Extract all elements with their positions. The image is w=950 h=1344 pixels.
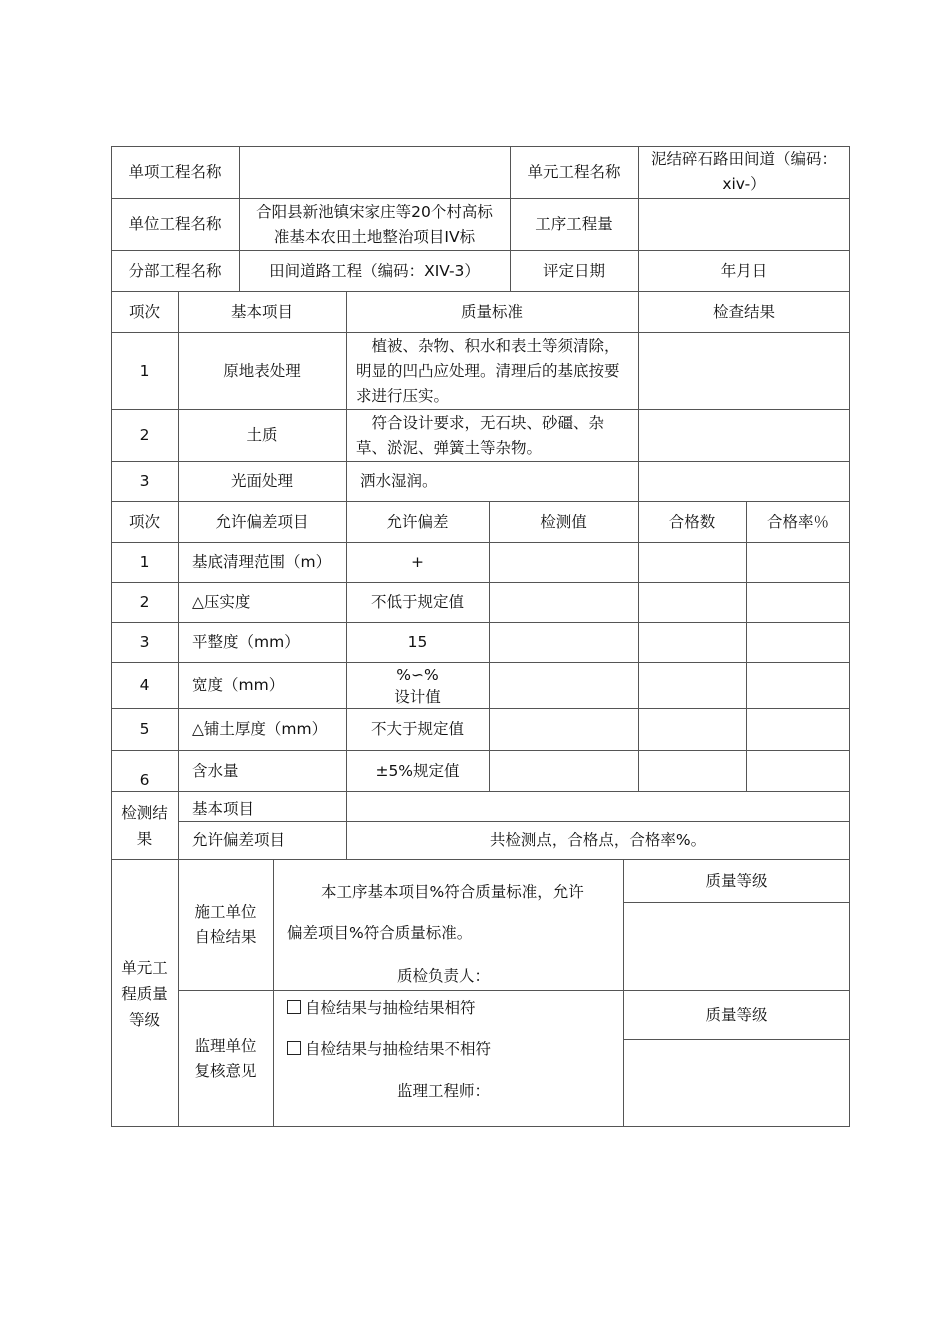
- single-project-value[interactable]: [239, 146, 510, 198]
- tolerance-row-pass-rate[interactable]: [746, 708, 850, 750]
- tolerance-row-measured[interactable]: [489, 662, 638, 708]
- tolerance-row-tolerance: ±5%规定值: [346, 750, 489, 791]
- tolerance-row-measured[interactable]: [489, 750, 638, 791]
- tolerance-row-measured[interactable]: [489, 542, 638, 582]
- basic-row-item: 原地表处理: [178, 332, 346, 409]
- tolerance-row-item: 宽度（mm）: [178, 662, 346, 708]
- basic-header-no: 项次: [111, 291, 178, 332]
- detection-results-label: 检测结果: [111, 791, 178, 859]
- supervisor-option-mismatch[interactable]: [287, 1036, 617, 1062]
- tolerance-row-pass-rate[interactable]: [746, 622, 850, 662]
- tolerance-row-pass-rate[interactable]: [746, 542, 850, 582]
- tolerance-row-pass-count[interactable]: [638, 582, 746, 622]
- tolerance-row-measured[interactable]: [489, 582, 638, 622]
- basic-row-standard: [346, 409, 638, 461]
- contractor-signer: 质检负责人：: [397, 967, 491, 985]
- tolerance-row-pass-count[interactable]: [638, 708, 746, 750]
- tolerance-row-tolerance: [346, 662, 489, 708]
- single-project-label: 单项工程名称: [128, 162, 222, 181]
- basic-header-result: 检查结果: [638, 291, 850, 332]
- tolerance-row-pass-rate[interactable]: [746, 582, 850, 622]
- basic-header-standard: 质量标准: [346, 291, 638, 332]
- supervisor-signer: 监理工程师：: [397, 1082, 491, 1100]
- supervisor-option-match-label: 自检结果与抽检结果相符: [305, 999, 476, 1017]
- quality-evaluation-form: [111, 146, 850, 1127]
- tolerance-header-item: 允许偏差项目: [178, 501, 346, 542]
- basic-row-no: 2: [111, 409, 178, 461]
- contractor-quality-grade-label: 质量等级: [623, 859, 850, 902]
- detection-tolerance-label: 允许偏差项目: [178, 821, 346, 859]
- tolerance-row-pass-rate[interactable]: [746, 750, 850, 791]
- unit-project-label: 单位工程名称: [111, 198, 239, 250]
- basic-row-standard-text: 植被、杂物、积水和表土等须清除，明显的凹凸应处理。清理后的基底按要求进行压实。: [356, 336, 620, 405]
- tolerance-row-item: △压实度: [178, 582, 346, 622]
- basic-row-no: 3: [111, 461, 178, 501]
- tolerance-row-item: △铺土厚度（mm）: [178, 708, 346, 750]
- basic-header-item: 基本项目: [178, 291, 346, 332]
- tolerance-row-measured[interactable]: [489, 708, 638, 750]
- detection-basic-value[interactable]: [346, 791, 850, 821]
- process-qty-value[interactable]: [638, 198, 850, 250]
- supervisor-option-mismatch-label: 自检结果与抽检结果不相符: [305, 1040, 492, 1058]
- tolerance-row-pass-count[interactable]: [638, 662, 746, 708]
- tolerance-line-1: %∽%: [396, 666, 439, 684]
- tolerance-row-no: 6: [111, 750, 178, 791]
- eval-date-label: 评定日期: [510, 250, 638, 291]
- basic-row-no: 1: [111, 332, 178, 409]
- tolerance-row-no: 2: [111, 582, 178, 622]
- tolerance-row-tolerance: 不大于规定值: [346, 708, 489, 750]
- tolerance-row-item: 平整度（mm）: [178, 622, 346, 662]
- tolerance-row-tolerance: 15: [346, 622, 489, 662]
- contractor-check-text: [273, 859, 623, 990]
- tolerance-row-pass-rate[interactable]: [746, 662, 850, 708]
- basic-row-standard-text: 符合设计要求，无石块、砂礓、杂草、淤泥、弹簧土等杂物。: [356, 413, 605, 457]
- basic-row-standard: [346, 332, 638, 409]
- tolerance-row-no: 5: [111, 708, 178, 750]
- checkbox-icon[interactable]: [287, 1041, 301, 1055]
- tolerance-row-pass-count[interactable]: [638, 542, 746, 582]
- supervisor-quality-grade-value[interactable]: [623, 1039, 850, 1127]
- tolerance-header-measured: 检测值: [489, 501, 638, 542]
- basic-row-result[interactable]: [638, 409, 850, 461]
- supervisor-option-match[interactable]: [287, 995, 617, 1021]
- detection-tolerance-value[interactable]: 共检测点，合格点，合格率%。: [346, 821, 850, 859]
- tolerance-row-tolerance: +: [346, 542, 489, 582]
- contractor-quality-grade-value[interactable]: [623, 902, 850, 990]
- basic-row-standard: 洒水湿润。: [346, 461, 638, 501]
- tolerance-header-tolerance: 允许偏差: [346, 501, 489, 542]
- unit-element-value[interactable]: 泥结碎石路田间道（编码：xiv-）: [650, 150, 837, 193]
- supervisor-review-label: 监理单位复核意见: [178, 990, 273, 1127]
- tolerance-header-no: 项次: [111, 501, 178, 542]
- tolerance-row-no: 1: [111, 542, 178, 582]
- basic-row-item: 土质: [178, 409, 346, 461]
- unit-grade-label: 单元工程质量等级: [111, 859, 178, 1127]
- tolerance-row-tolerance: 不低于规定值: [346, 582, 489, 622]
- tolerance-line-2: 设计值: [394, 688, 441, 706]
- contractor-line-2: 偏差项目%符合质量标准。: [287, 924, 473, 942]
- contractor-check-label: 施工单位自检结果: [178, 859, 273, 990]
- eval-date-value[interactable]: 年月日: [638, 250, 850, 291]
- tolerance-header-pass-count: 合格数: [638, 501, 746, 542]
- unit-project-value[interactable]: 合阳县新池镇宋家庄等20个村高标准基本农田土地整治项目IV标: [239, 198, 510, 250]
- tolerance-header-pass-rate: 合格率％: [746, 501, 850, 542]
- basic-row-result[interactable]: [638, 332, 850, 409]
- tolerance-row-no: 4: [111, 662, 178, 708]
- tolerance-row-item: 含水量: [178, 750, 346, 791]
- unit-element-label: 单元工程名称: [527, 162, 621, 181]
- supervisor-review-text: [273, 990, 623, 1127]
- contractor-line-1: 本工序基本项目%符合质量标准，允许: [321, 883, 584, 901]
- tolerance-row-measured[interactable]: [489, 622, 638, 662]
- tolerance-row-no: 3: [111, 622, 178, 662]
- basic-row-result[interactable]: [638, 461, 850, 501]
- tolerance-row-pass-count[interactable]: [638, 622, 746, 662]
- division-label: 分部工程名称: [111, 250, 239, 291]
- division-value[interactable]: 田间道路工程（编码：XIV-3）: [239, 250, 510, 291]
- tolerance-row-pass-count[interactable]: [638, 750, 746, 791]
- process-qty-label: 工序工程量: [510, 198, 638, 250]
- tolerance-row-item: 基底清理范围（m）: [178, 542, 346, 582]
- supervisor-quality-grade-label: 质量等级: [623, 990, 850, 1039]
- basic-row-item: 光面处理: [178, 461, 346, 501]
- checkbox-icon[interactable]: [287, 1000, 301, 1014]
- detection-basic-label: 基本项目: [178, 791, 346, 821]
